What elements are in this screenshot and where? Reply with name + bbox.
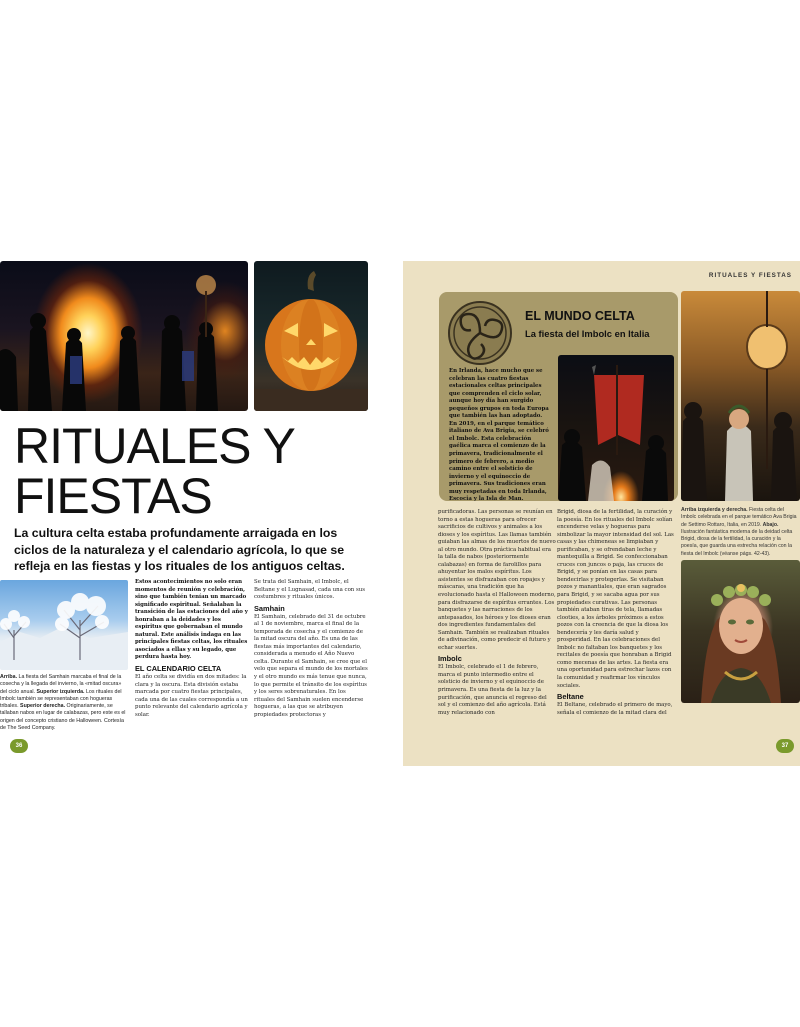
body-column-b <box>254 579 368 719</box>
body-column-c <box>438 509 556 717</box>
paragraph-imbolc-cont: Brigid, diosa de la fertilidad, la curación y la poesía. En los rituales del Imbolc solían encenderse velas y hogueras para simbolizar la mayor intensidad del sol. Las casas y las chimeneas se limpiaban y purificaban, y se ofrendaban leche y mantequilla a Brigid. Se confeccionaban cruces con juncos o paja, las cruces de Brigid, y se ponían en las casas para bendecirlas y protegerlas. Se visitaban pozos y manantiales, que eran sagrados para Brigid, y se sacaba agua por sus propiedades curativas. Las personas también ataban tiras de tela, llamadas clooties, a los árboles próximos a estos pozos con la creencia de que la diosa los bendecería y les daría salud y prosperidad. En las celebraciones del Imbolc no faltaban los banquetes y los recitales de poesía que honraban a Brigid como mecenas de las artes. La fiesta era una oportunidad para estrechar lazos con la comunidad y reafirmar los vínculos sociales. <box>557 509 674 689</box>
caption-text-arriba-izq-der: Fiesta celta del Imbolc celebrada en el parque temático Ava Brigia de Settimo Rottaro, Italia, en 2019. <box>681 507 797 528</box>
body-column-a <box>135 579 249 719</box>
jack-o-lantern-photo <box>254 261 368 411</box>
caption-label-arriba-izq-der: Arriba izquierda y derecha. <box>681 507 748 513</box>
box-title: EL MUNDO CELTA <box>525 309 635 323</box>
caption-label-abajo: Abajo. <box>762 521 779 528</box>
paragraph-beltane: El Beltane, celebrado el primero de mayo, señala el comienzo de la mitad clara del <box>557 702 673 716</box>
imbolc-lantern-photo <box>681 291 800 501</box>
paragraph-imbolc: El Imbolc, celebrado el 1 de febrero, marca el punto intermedio entre el solsticio de invierno y el equinoccio de primavera. Es una fiesta de la luz y la purificación, que anuncia el regreso del sol y el comienzo del año agrícola. Está muy relacionado con <box>438 664 547 716</box>
title-line-2: FIESTAS <box>14 468 212 524</box>
lantern-illustration <box>681 291 800 501</box>
page-number-right: 37 <box>776 739 794 753</box>
caption-text-superior-derecha: Originariamente, se tallaban nabos en lugar de calabazas, pero este es el origen del concepto cristiano de Halloween. Cortesía de The Seed Company. <box>0 703 126 732</box>
box-subtitle: La fiesta del Imbolc en Italia <box>525 328 650 339</box>
box-text: En Irlanda, hace mucho que se celebran las cuatro fiestas estacionales celtas principales que comprenden el ciclo solar, aunque hoy día han surgido pequeños grupos en toda Europa que también las han adoptado. En 2019, en el parque temático italiano de Ava Brigia, se celebró el Imbolc. Esta celebración gaélica marca el comienzo de la primavera, tradicionalmente el primero de febrero, a medio camino entre el solsticio de invierno y el equinoccio de primavera. Sus tradiciones eran muy respetadas en toda Irlanda, Escocia y la Isla de Man. <box>449 368 549 503</box>
right-page <box>403 261 800 766</box>
brigid-illustration-photo <box>681 560 800 703</box>
left-photo-caption <box>0 674 128 732</box>
heading-beltane: Beltane <box>557 692 584 702</box>
snowy-tree-photo <box>0 580 128 670</box>
lead-paragraph: Estos acontecimientos no solo eran momentos de reunión y celebración, sino que también tenían un marcado significado espiritual. Señalaban la transición de las estaciones del año y honraban a la deidades y los espíritus que gobernaban el mundo natural. Este análisis indaga en las principales fiestas celtas, los rituales asociados a ellas y su legado, que perdura hasta hoy. <box>135 579 248 661</box>
triskelion-icon <box>447 300 513 366</box>
caption-text-arriba: La fiesta del Samhain marcaba el final de la cosecha y la llegada del invierno, la «mitad oscura» del ciclo anual. <box>0 674 122 695</box>
page-number-left: 36 <box>10 739 28 753</box>
bonfire-figures <box>0 261 248 411</box>
heading-calendario-celta: EL CALENDARIO CELTA <box>135 664 222 674</box>
paragraph-fiestas: Se trata del Samhain, el Imbolc, el Beltane y el Lugnasad, cada una con sus costumbres y rituales únicos. <box>254 579 366 601</box>
right-photo-caption <box>681 507 799 558</box>
imbolc-procession-photo <box>558 355 674 501</box>
running-head: RITUALES Y FIESTAS <box>708 272 792 279</box>
left-page <box>0 261 400 766</box>
body-column-d <box>557 509 675 717</box>
caption-text-abajo: Ilustración fantástica moderna de la deidad celta Brigid, diosa de la fertilidad, la curación y la poesía, que guarda una estrecha relación con la fiesta del Imbolc (véanse págs. 42-43). <box>681 528 793 557</box>
paragraph-samhain: El Samhain, celebrado del 31 de octubre al 1 de noviembre, marca el final de la temporada de cosecha y el comienzo de la mitad oscura del año. Es una de las fiestas más importantes del calendario, considerada a menudo el Año Nuevo celta. Durante el Samhain, se cree que el velo que separa el mundo de los mortales y el otro mundo es más tenue que nunca, lo que permite el tránsito de los espíritus y los seres sobrenaturales. En los rituales del Samhain suelen encenderse hogueras, a las que se atribuyen propiedades protectoras y <box>254 613 368 718</box>
pumpkin-illustration <box>254 261 368 411</box>
caption-label-superior-izquierda: Superior izquierda. <box>36 688 85 695</box>
intro-paragraph: La cultura celta estaba profundamente arraigada en los ciclos de la naturaleza y el calendario agrícola, lo que se refleja en las fiestas y los rituales de los antiguos celtas. <box>14 526 345 573</box>
page-title <box>14 418 394 524</box>
heading-samhain: Samhain <box>254 603 285 613</box>
procession-illustration <box>558 355 674 501</box>
caption-label-arriba: Arriba. <box>0 674 18 680</box>
caption-text-superior-izquierda: Los rituales del Imbolc también se representaban con hogueras tribales. <box>0 688 122 710</box>
brigid-portrait <box>681 560 800 703</box>
snow-tree-illustration <box>0 580 128 670</box>
samhain-bonfire-photo <box>0 261 248 411</box>
paragraph-calendario: El año celta se dividía en dos mitades: la clara y la oscura. Esta división estaba marcada por cuatro fiestas principales, cada una de las cuales correspondía a un punto relevante del calendario agrícola y solar. <box>135 674 248 718</box>
heading-imbolc: Imbolc <box>438 654 462 664</box>
caption-label-superior-derecha: Superior derecha. <box>20 703 66 710</box>
paragraph-samhain-cont: purificadoras. Las personas se reunían en torno a estas hogueras para ofrecer sacrificios de cultivos y animales a los dioses y los espíritus. Las llamas también guiaban las almas de los muertos de nuevo al otro mundo. Otra práctica habitual era la talla de nabos (posteriormente calabazas) en forma de farolillos para ahuyentar los malos espíritus. Los asistentes se disfrazaban con ropajes y máscaras, una tradición que ha evolucionado hasta el Halloween moderno, para disfrazarse de espíritus errantes. Los banquetes y las narraciones de los antepasados, los héroes y los dioses eran dos ingredientes fundamentales del Samhain. También se realizaban rituales de adivinación, como predecir el futuro y echar suertes. <box>438 509 556 651</box>
title-line-1: RITUALES Y <box>14 418 295 474</box>
